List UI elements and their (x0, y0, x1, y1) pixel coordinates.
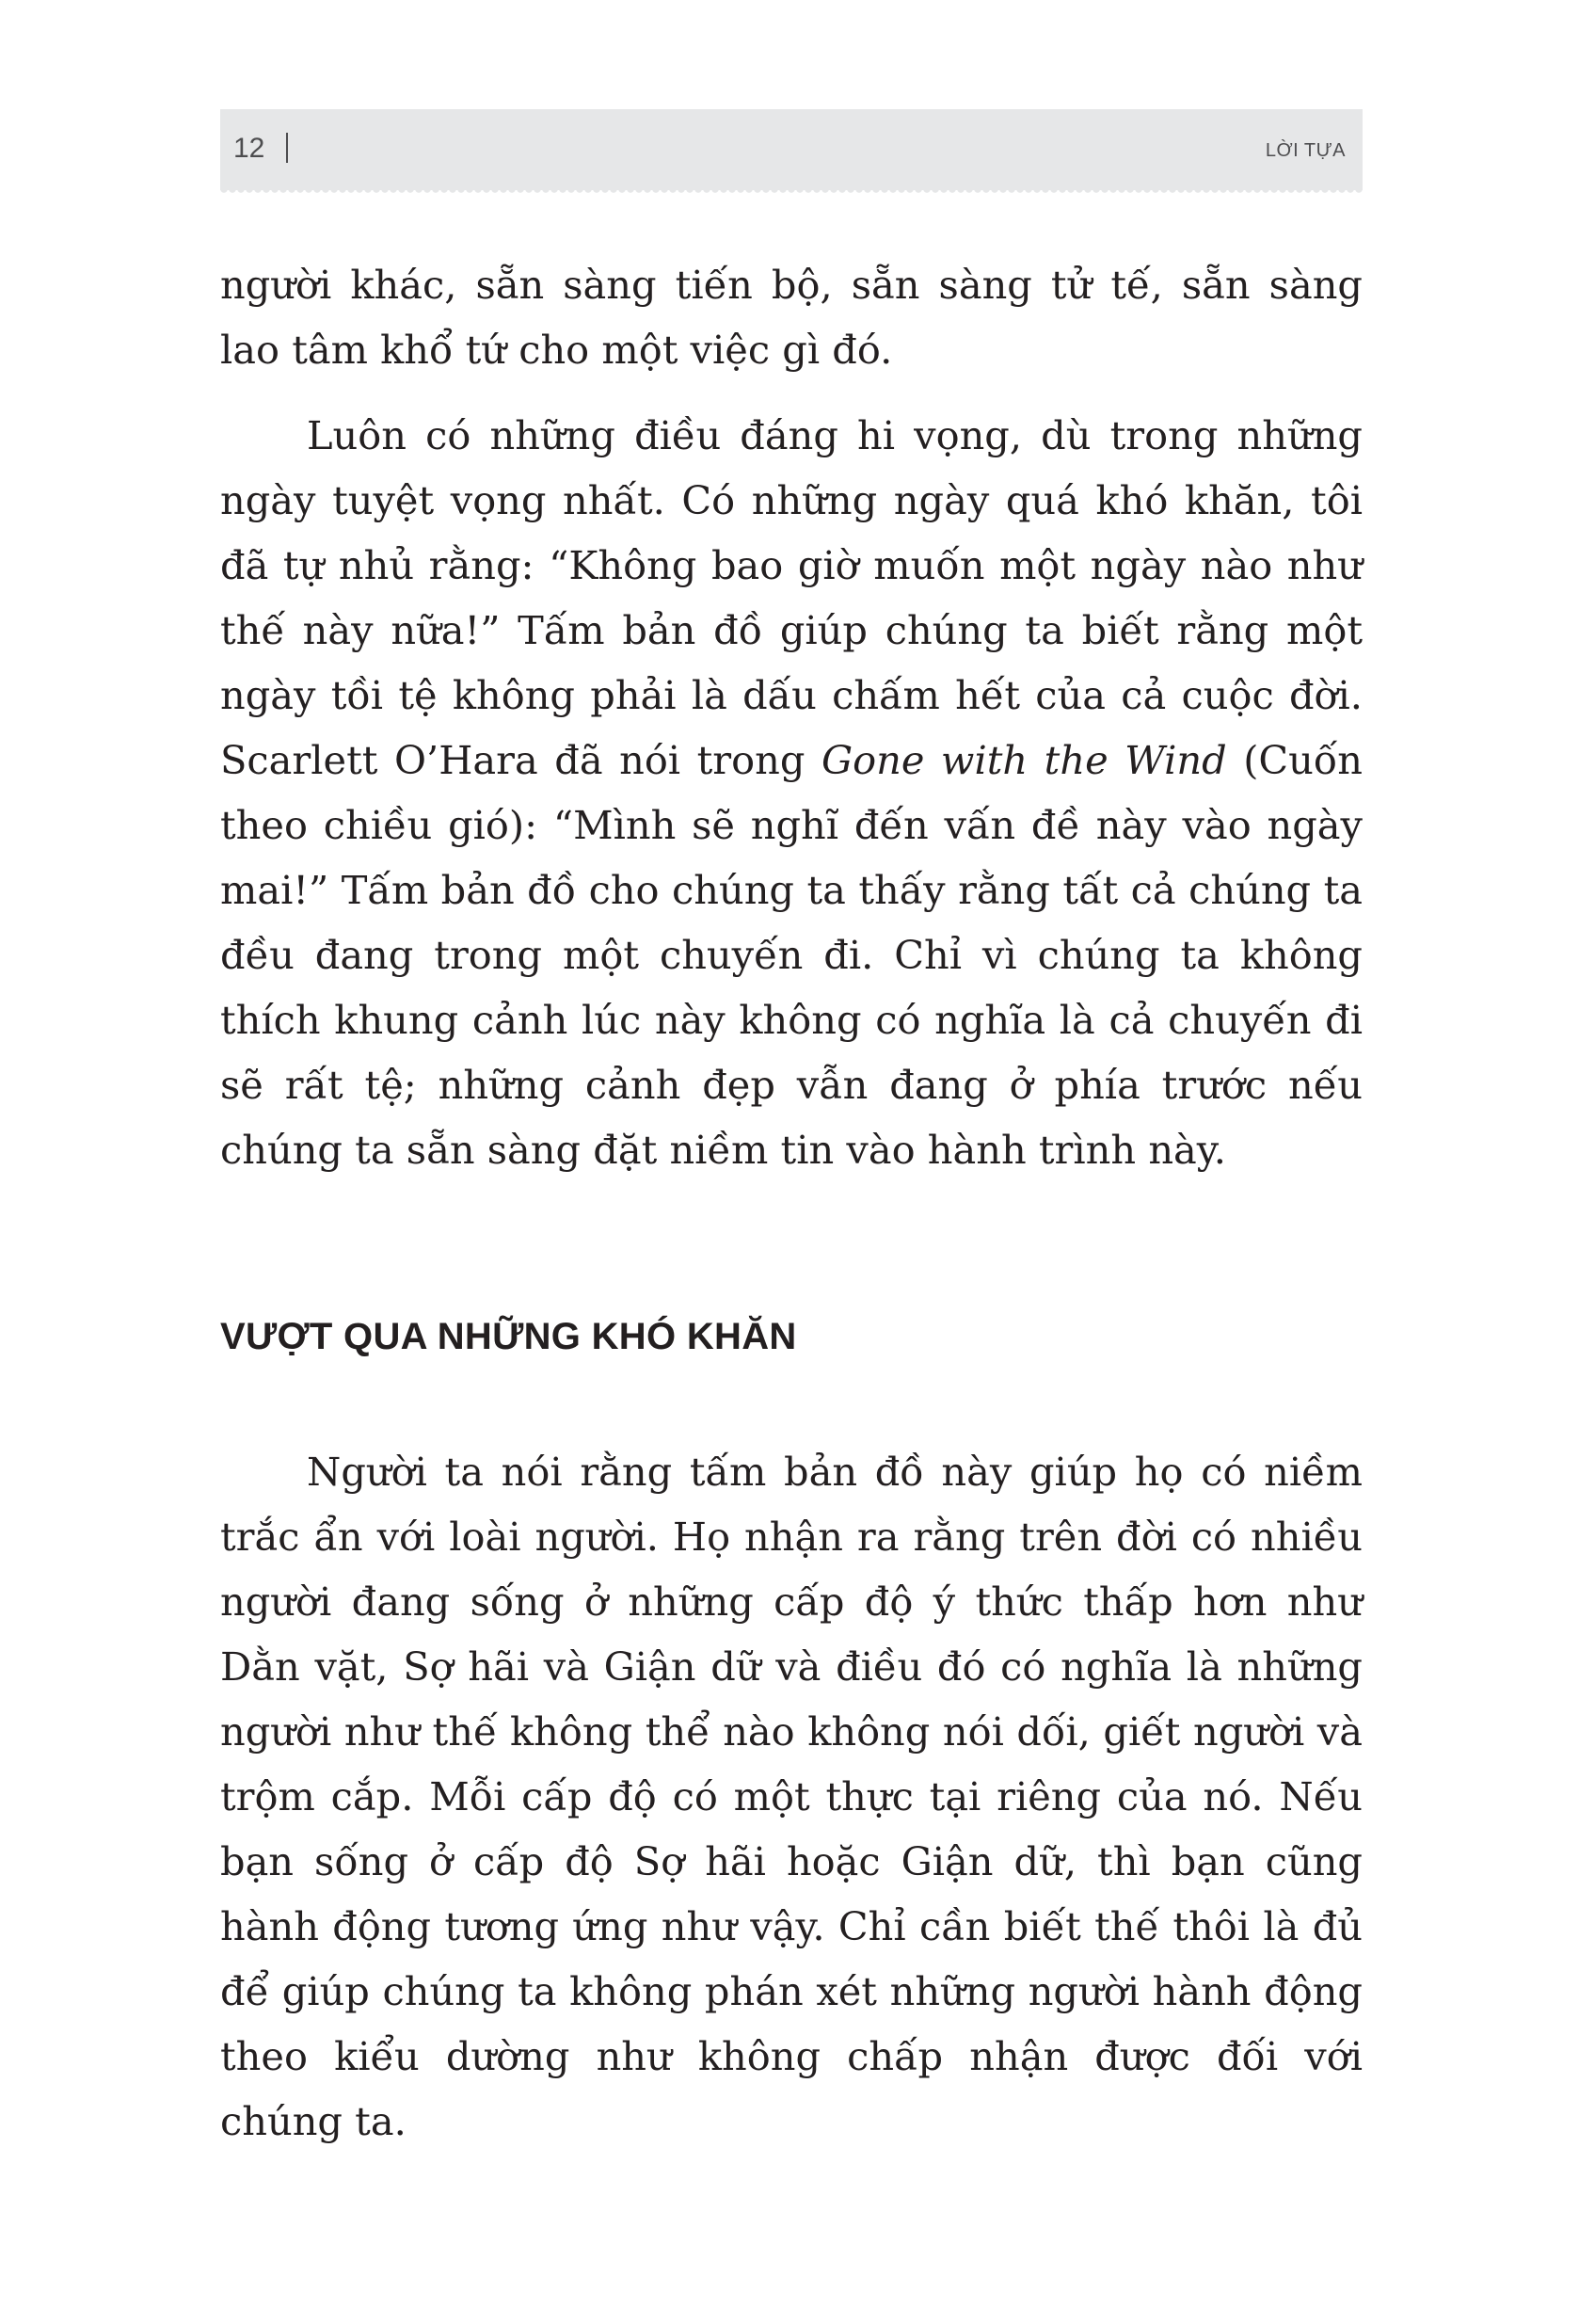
paragraph-hope-text-2: (Cuốn theo chiều gió): “Mình sẽ nghĩ đến vấn đề này vào ngày mai!” Tấm bản đồ cho chúng ta thấy rằng tất cả chúng ta đều đang trong một chuyến đi. Chỉ vì chúng ta không thích khung cảnh lúc này không có nghĩa là cả chuyến đi sẽ rất tệ; những cảnh đẹp vẫn đang ở phía trước nếu chúng ta sẵn sàng đặt niềm tin vào hành trình này. (220, 737, 1364, 1173)
paragraph-compassion: Người ta nói rằng tấm bản đồ này giúp họ có niềm trắc ẩn với loài người. Họ nhận ra rằng trên đời có nhiều người đang sống ở những cấp độ ý thức thấp hơn như Dằn vặt, Sợ hãi và Giận dữ và điều đó có nghĩa là những người như thế không thể nào không nói dối, giết người và trộm cắp. Mỗi cấp độ có một thực tại riêng của nó. Nếu bạn sống ở cấp độ Sợ hãi hoặc Giận dữ, thì bạn cũng hành động tương ứng như vậy. Chỉ cần biết thế thôi là đủ để giúp chúng ta không phán xét những người hành động theo kiểu dường như không chấp nhận được đối với chúng ta. (220, 1449, 1363, 2144)
text-block-bottom (220, 1439, 1363, 2154)
paragraph-hope-text-1: Luôn có những điều đáng hi vọng, dù trong những ngày tuyệt vọng nhất. Có những ngày quá khó khăn, tôi đã tự nhủ rằng: “Không bao giờ muốn một ngày nào như thế này nữa!” Tấm bản đồ giúp chúng ta biết rằng một ngày tồi tệ không phải là dấu chấm hết của cả cuộc đời. Scarlett O’Hara đã nói trong (220, 412, 1363, 783)
section-label: LỜI TỰA (1265, 140, 1346, 161)
book-title: Gone with the Wind (821, 737, 1227, 783)
paragraph-continued: người khác, sẵn sàng tiến bộ, sẵn sàng tử tế, sẵn sàng lao tâm khổ tứ cho một việc gì đó. (220, 262, 1363, 373)
text-block-top (220, 252, 1363, 1182)
page-number: 12 (233, 133, 265, 164)
header-divider (286, 133, 288, 163)
section-heading: VƯỢT QUA NHỮNG KHÓ KHĂN (220, 1316, 797, 1357)
paragraph-hope (220, 403, 1363, 1182)
running-header (220, 109, 1363, 190)
